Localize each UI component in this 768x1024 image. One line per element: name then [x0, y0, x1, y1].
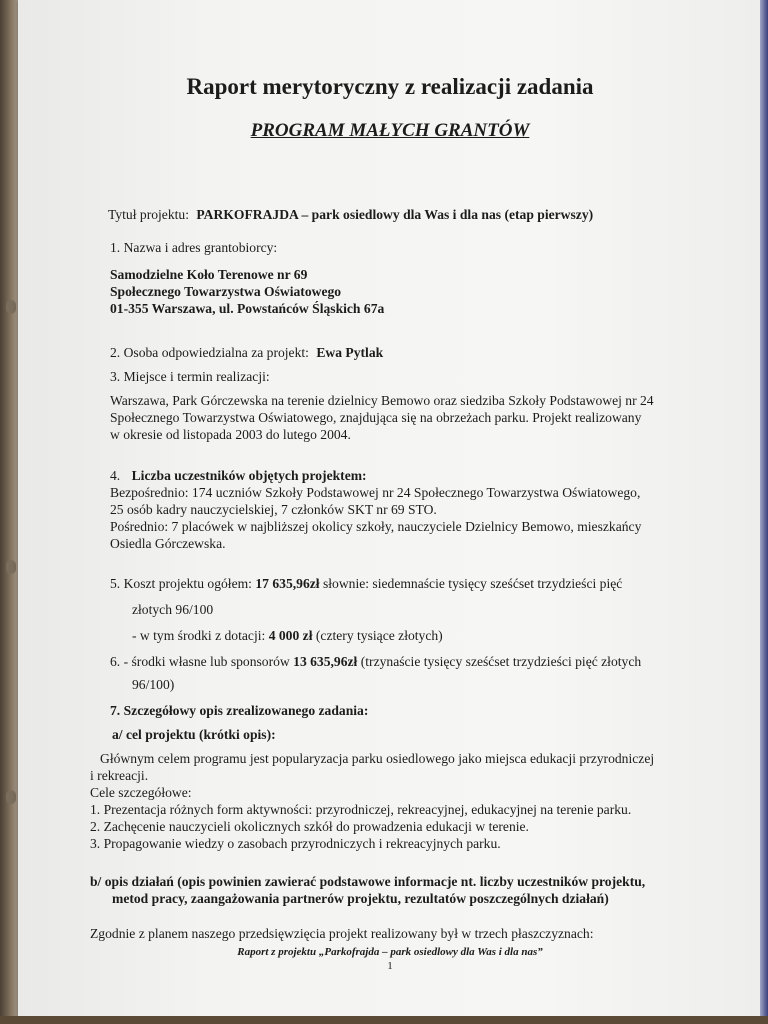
section-6-label: 6. - środki własne lub sponsorów: [110, 654, 290, 669]
grantee-line: 01-355 Warszawa, ul. Powstańców Śląskich 67a: [110, 301, 385, 316]
project-title-line: [108, 206, 593, 223]
section-3-text: Społecznego Towarzystwa Oświatowego, znajdująca się na obrzeżach parku. Projekt realizowany: [110, 410, 642, 425]
section-3-text: Warszawa, Park Górczewska na terenie dzielnicy Bemowo oraz siedziba Szkoły Podstawowej nr 24: [110, 393, 654, 408]
section-7a-heading: a/ cel projektu (krótki opis):: [112, 727, 276, 742]
responsible-person: Ewa Pytlak: [316, 345, 384, 360]
project-label: Tytuł projektu:: [108, 207, 189, 222]
grantee-line: Samodzielne Koło Terenowe nr 69: [110, 267, 308, 282]
folder-edge: [760, 0, 768, 1024]
page-footer: Raport z projektu „Parkofrajda – park osiedlowy dla Was i dla nas”: [237, 946, 543, 958]
section-5-label: 5. Koszt projektu ogółem:: [110, 576, 252, 591]
desk-edge: [0, 1016, 768, 1024]
section-4-number: 4.: [110, 468, 121, 483]
section-4-text: Pośrednio: 7 placówek w najbliższej okolicy szkoły, nauczyciele Dzielnicy Bemowo, mieszkańcy: [110, 519, 642, 534]
section-3-heading: 3. Miejsce i termin realizacji:: [110, 369, 270, 384]
total-cost-words: słownie: siedemnaście tysięcy sześćset trzydzieści pięć: [322, 576, 623, 591]
section-4-text: Bezpośrednio: 174 uczniów Szkoły Podstawowej nr 24 Społecznego Towarzystwa Oświatowego,: [110, 485, 641, 500]
grant-label: - w tym środki z dotacji:: [132, 628, 266, 643]
section-4-text: Osiedla Górczewska.: [110, 536, 226, 551]
section-6-line: [110, 653, 641, 670]
section-4-text: 25 osób kadry nauczycielskiej, 7 członków SKT nr 69 STO.: [110, 502, 437, 517]
section-1-heading: 1. Nazwa i adres grantobiorcy:: [110, 240, 278, 255]
project-title: PARKOFRAJDA – park osiedlowy dla Was i dla nas (etap pierwszy): [196, 207, 594, 222]
section-4-heading-line: [110, 467, 367, 484]
grant-amount: 4 000 zł: [268, 628, 313, 643]
own-funds-words: (trzynaście tysięcy sześćset trzydzieści pięć złotych: [360, 654, 642, 669]
section-7b-heading: metod pracy, zaangażowania partnerów projektu, rezultatów poszczególnych działań): [112, 891, 609, 906]
section-5-line2: złotych 96/100: [132, 602, 214, 617]
document-page: [18, 0, 762, 1018]
report-title: Raport merytoryczny z realizacji zadania: [186, 74, 594, 99]
section-7-heading: 7. Szczegółowy opis zrealizowanego zadania:: [110, 703, 369, 718]
section-2-label: 2. Osoba odpowiedzialna za projekt:: [110, 345, 309, 360]
goal-item: 2. Zachęcenie nauczycieli okolicznych szkół do prowadzenia edukacji w terenie.: [90, 819, 529, 834]
own-funds-amount: 13 635,96zł: [293, 654, 358, 669]
grantee-line: Społecznego Towarzystwa Oświatowego: [110, 284, 342, 299]
goal-item: 3. Propagowanie wiedzy o zasobach przyrodniczych i rekreacyjnych parku.: [90, 836, 501, 851]
grant-amount-words: (cztery tysiące złotych): [315, 628, 443, 643]
goal-text: Cele szczegółowe:: [90, 785, 192, 800]
report-subtitle: PROGRAM MAŁYCH GRANTÓW: [250, 120, 530, 141]
section-5-line: [110, 575, 622, 592]
section-3-text: w okresie od listopada 2003 do lutego 2004.: [110, 427, 351, 442]
goal-text: Głównym celem programu jest popularyzacja parku osiedlowego jako miejsca edukacji przyrodniczej: [100, 751, 655, 766]
binder-hole: [6, 560, 16, 574]
goal-item: 1. Prezentacja różnych form aktywności: przyrodniczej, rekreacyjnej, edukacyjnej na terenie parku.: [90, 802, 632, 817]
closing-line: Zgodnie z planem naszego przedsięwzięcia projekt realizowany był w trzech płaszczyznach:: [90, 926, 594, 941]
section-4-heading: Liczba uczestników objętych projektem:: [131, 468, 367, 483]
binder-hole: [6, 300, 16, 314]
binder-hole: [6, 790, 16, 804]
page-number: 1: [387, 960, 393, 972]
section-6-line2: 96/100): [132, 677, 175, 692]
section-2-line: [110, 344, 383, 361]
section-7b-heading: b/ opis działań (opis powinien zawierać podstawowe informacje nt. liczby uczestników projektu,: [90, 874, 646, 889]
goal-text: i rekreacji.: [90, 768, 149, 783]
grant-amount-line: [132, 627, 443, 644]
total-cost: 17 635,96zł: [255, 576, 320, 591]
